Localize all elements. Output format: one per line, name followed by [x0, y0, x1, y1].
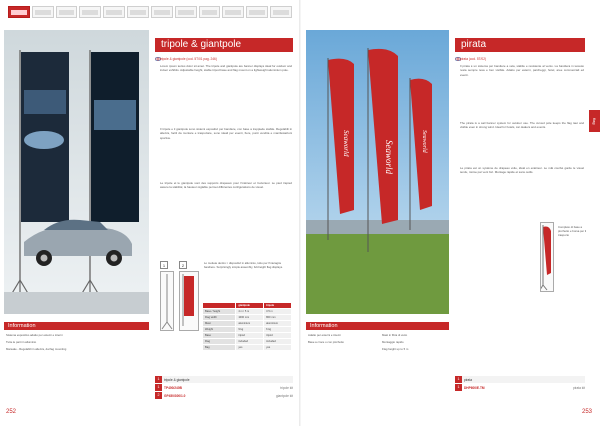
spec-label: Base / height	[203, 309, 236, 315]
info-item: Adatto per esterni e interni	[308, 333, 341, 337]
spec-label: Base	[203, 333, 236, 339]
spec-cell: yes	[264, 345, 292, 351]
order-description: tripole kit	[280, 385, 293, 390]
thumbnail[interactable]	[127, 6, 149, 18]
spec-label: Flag width	[203, 315, 236, 321]
order-number: 1	[455, 376, 462, 383]
thumbnail[interactable]	[56, 6, 78, 18]
thumbnail[interactable]	[246, 6, 268, 18]
paragraph-text: Le tripole et le giantpole sont des supports drapeaux pour l'intérieur et l'extérieur. Le pied trépied assure la stabilité; la hauteur réglable permet différentes configurations de visuel.	[160, 181, 292, 190]
section-tab[interactable]: flag	[589, 110, 600, 132]
order-number: 1	[155, 384, 162, 391]
table-row	[203, 345, 292, 351]
info-list	[308, 333, 378, 347]
hero-photo-car-banners	[4, 30, 149, 314]
badge-2: 2	[179, 261, 187, 269]
thumbnail[interactable]	[8, 6, 30, 18]
order-number: 1	[455, 384, 462, 391]
spec-cell: tripod	[264, 333, 292, 339]
product-caption: Lo mettete dentro: i dispositivi in alluminio, tutto per l'interagire bandiere. Surprisingly simple assembly, full-height flag displays.	[204, 261, 283, 269]
hero-photo-pirata-flags	[306, 30, 449, 314]
spec-table	[202, 302, 292, 351]
page-subtitle: pirata (cod. 5T/02)	[460, 57, 487, 61]
paragraph-text: The pirata is a sail banner system for outdoor use. The curved pole keeps the flag taut and visible even in strong wind. Ideal for hotels, car dealers and events.	[460, 121, 584, 130]
order-row	[155, 392, 293, 399]
paragraph-text: Il tripole e il giantpole sono sistemi espositivi per bandiere, con base a treppiede stabile. Regolabili in altezza, facili da montare e trasportare, sono ideali per eventi, fiere, punti vendita e manifestazioni sportive.	[160, 127, 292, 140]
order-head-label: pirata	[464, 377, 472, 382]
order-code: TP400/240B	[164, 385, 182, 390]
car-banner-illustration	[4, 30, 149, 314]
info-item: Montaggio rapido	[382, 340, 404, 344]
spec-cell: 800 mm	[264, 315, 292, 321]
flag-logo-text: Seaworld	[342, 130, 350, 157]
spec-cell: 6 kg	[264, 327, 292, 333]
page-title: tripole & giantpole	[155, 38, 293, 52]
thumbnail[interactable]	[103, 6, 125, 18]
info-list	[6, 333, 76, 354]
paragraph-fr	[160, 181, 292, 190]
page-title: pirata	[455, 38, 585, 52]
spec-label: Bag	[203, 345, 236, 351]
pirata-thumbnail	[540, 222, 554, 292]
order-code: GP450/300/1.0	[164, 393, 186, 398]
info-item: Tutte le parti in alluminio	[6, 340, 37, 344]
pirata-flag-illustration	[306, 30, 449, 314]
spec-cell: 3.5 m	[264, 309, 292, 315]
info-heading: Information	[4, 322, 149, 330]
order-head-label: tripole & giantpole	[164, 377, 190, 382]
thumbnail-strip	[0, 6, 300, 18]
spec-label: Flag	[203, 339, 236, 345]
spec-cell: tripod	[236, 333, 264, 339]
order-row	[155, 384, 293, 391]
order-table	[155, 376, 293, 400]
order-number: 1	[155, 376, 162, 383]
info-item: Base a croce o con picchetto	[308, 340, 344, 344]
info-item: Flag height up to 5 m	[382, 347, 409, 351]
paragraph-text: Le pirata est un système de drapeau voile, idéal en extérieur. Le mât courbé garde le visuel tendu, même par vent fort. Montage rapide et sans outils.	[460, 166, 584, 175]
paragraph-text: Il pirata è un sistema per bandiere a vela, stabile e resistente al vento. La bandiera in tessuto resta sempre tesa e ben visibile. Adatto per esterni, parcheggi, hotel, aree commerciali ed eventi.	[460, 64, 584, 77]
spec-cell: yes	[236, 345, 264, 351]
thumbnail[interactable]	[270, 6, 292, 18]
info-item: Manuale - Regolabili in altezza, da flag mounting	[6, 347, 67, 351]
giantpole-thumbnail	[179, 271, 199, 331]
paragraph-en	[160, 64, 292, 73]
thumbnail[interactable]	[222, 6, 244, 18]
spec-header: giantpole	[236, 303, 264, 309]
info-list-secondary	[382, 333, 448, 354]
spec-cell: included	[236, 339, 264, 345]
right-page	[300, 0, 600, 426]
paragraph-it	[460, 64, 584, 77]
spec-header: tripole	[264, 303, 292, 309]
info-heading: Information	[306, 322, 449, 330]
side-caption: Completo di base a picchetto e borsa per il trasporto	[558, 225, 587, 237]
flag-logo-text: Seaworld	[384, 140, 394, 175]
paragraph-fr	[460, 166, 584, 175]
spec-cell: included	[264, 339, 292, 345]
spec-label: Mast	[203, 321, 236, 327]
thumbnail[interactable]	[79, 6, 101, 18]
spec-cell: aluminium	[236, 321, 264, 327]
order-header	[155, 376, 293, 383]
order-header	[455, 376, 585, 383]
thumbnail[interactable]	[199, 6, 221, 18]
order-table	[455, 376, 585, 392]
thumbnail[interactable]	[32, 6, 54, 18]
spec-cell: 9 kg	[236, 327, 264, 333]
page-subtitle: tripole & giantpole (cod. 5T/01 pag. 246)	[160, 57, 217, 61]
badge-1: 1	[160, 261, 168, 269]
flag-logo-text: Seaworld	[421, 130, 427, 153]
order-description: giantpole kit	[275, 393, 293, 398]
thumbnail[interactable]	[151, 6, 173, 18]
page-number: 253	[581, 409, 592, 415]
spec-label: Weight	[203, 327, 236, 333]
paragraph-it	[160, 127, 292, 140]
paragraph-text: Lorem ipsum textus dolor sit amet. The tripole and giantpole are banner displays ideal for outdoor and indoor exhibits. Adjustable height, stable tripod base and flag mount on a lightweight aluminium pole.	[160, 64, 292, 73]
paragraph-en	[460, 121, 584, 130]
info-item: Mast in fibra di vetro	[382, 333, 408, 337]
order-row	[455, 384, 585, 391]
thumbnail[interactable]	[175, 6, 197, 18]
spec-cell: aluminium	[264, 321, 292, 327]
spec-cell: 1000 mm	[236, 315, 264, 321]
spec-cell: 4 m / 5 m	[236, 309, 264, 315]
order-description: pirata kit	[572, 385, 585, 390]
info-item: Sistema espositivo adatto per esterni e interni	[6, 333, 63, 337]
order-code: DHP600/E.TM	[464, 385, 485, 390]
tripole-thumbnail	[160, 271, 174, 331]
page-number: 252	[6, 409, 17, 415]
order-number: 2	[155, 392, 162, 399]
